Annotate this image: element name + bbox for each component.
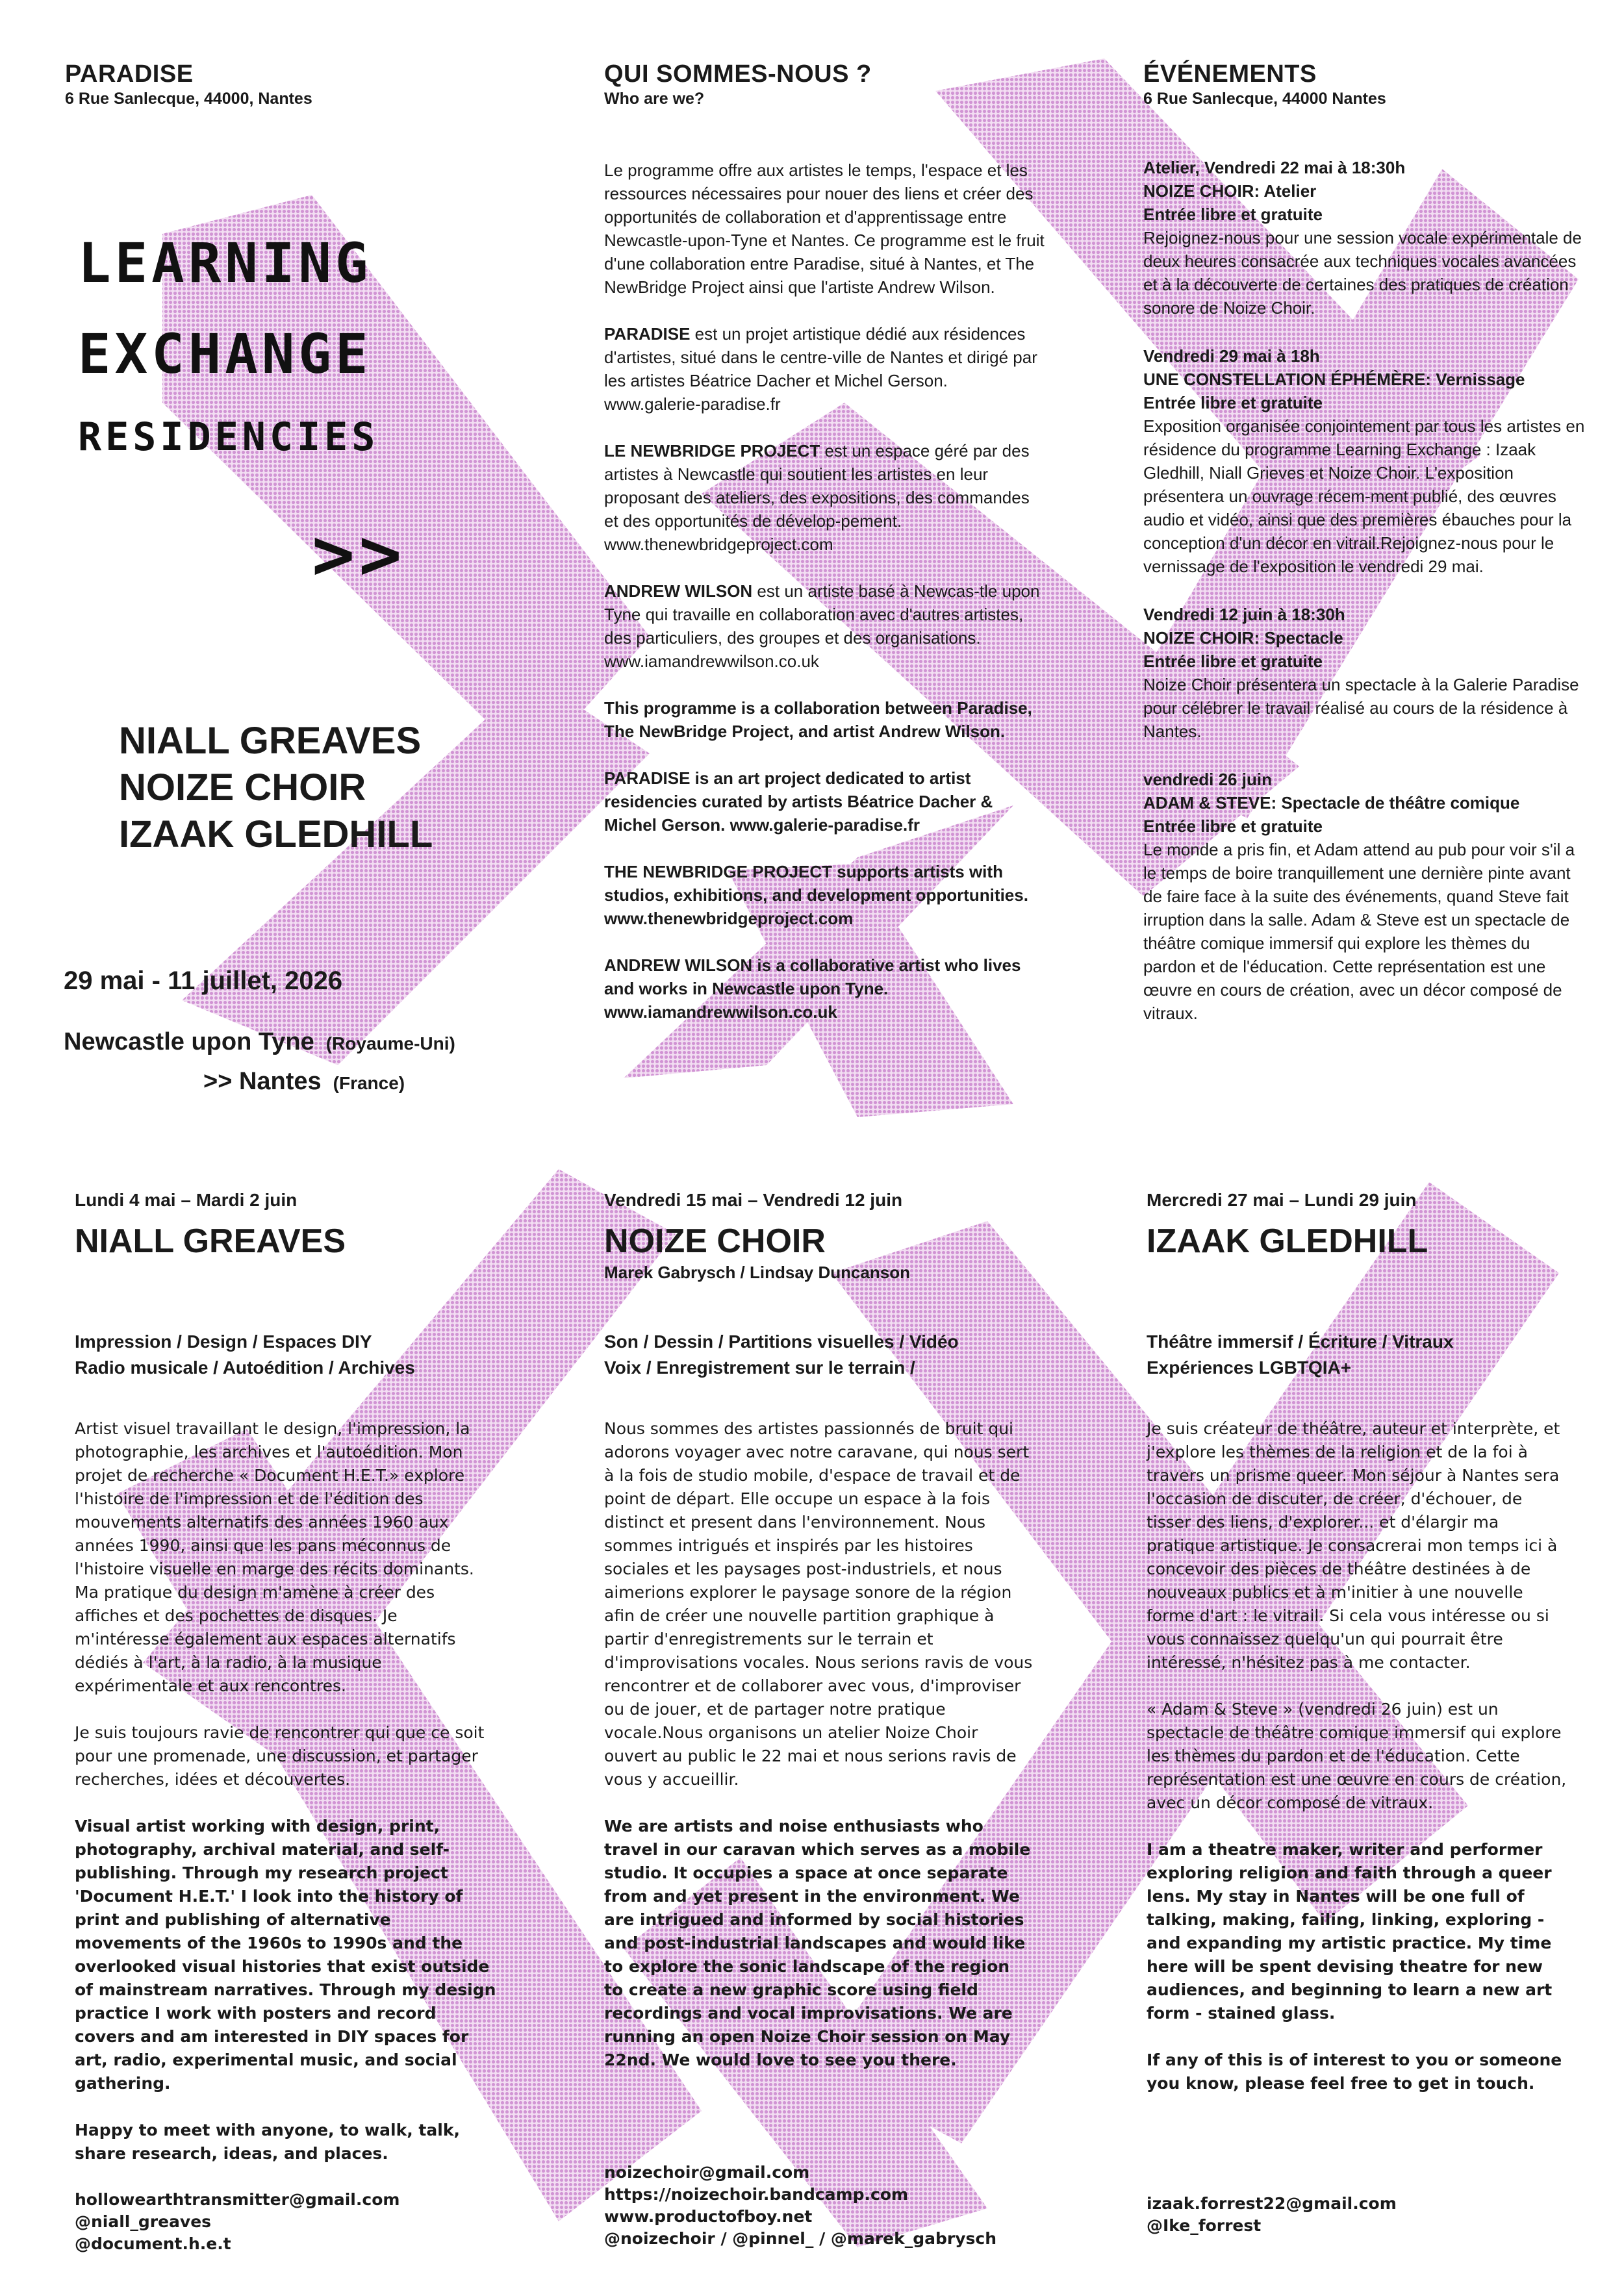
- about-title: QUI SOMMES-NOUS ?: [604, 60, 872, 88]
- artist-tag-line: Impression / Design / Espaces DIY: [75, 1331, 372, 1352]
- artist-column-izaak: [1147, 1189, 1569, 2237]
- logo-line-residencies: RESIDENCIES: [78, 414, 379, 460]
- events-list: [1143, 156, 1585, 1025]
- about-paragraph: [604, 696, 1046, 743]
- event-line: UNE CONSTELLATION ÉPHÉMÈRE: Vernissage: [1143, 370, 1525, 389]
- about-paragraph: [604, 860, 1046, 930]
- logo-arrow: >>: [312, 512, 406, 596]
- event-line: Entrée libre et gratuite: [1143, 651, 1323, 671]
- cities: [64, 1023, 557, 1102]
- artist-bio-paragraph: I am a theatre maker, writer and performer exploring religion and faith through a queer lens. My stay in Nantes will be one full of talking, making, failing, linking, exploring - and expanding my artistic practice. My time here will be spent devising theatre for new audiences, and beginning to learn a new art form - stained glass.: [1147, 1840, 1553, 2023]
- about-paragraphs: [604, 158, 1046, 1024]
- event-item: [1143, 344, 1585, 578]
- artist-tag-line: Son / Dessin / Partitions visuelles / Vidéo: [604, 1331, 959, 1352]
- artist-contact: hollowearthtransmitter@gmail.com: [75, 2190, 400, 2209]
- artist-contact: @document.h.e.t: [75, 2234, 231, 2253]
- about-paragraph: [604, 953, 1046, 1024]
- artist-names: [119, 718, 574, 858]
- artist-subtitle: Marek Gabrysch / Lindsay Duncanson: [604, 1263, 911, 1282]
- event-line: Entrée libre et gratuite: [1143, 205, 1323, 224]
- event-line: NOIZE CHOIR: Atelier: [1143, 181, 1317, 201]
- logo: [78, 227, 533, 596]
- artist-name: NIALL GREAVES: [75, 1222, 346, 1260]
- artist-tag-line: Voix / Enregistrement sur le terrain /: [604, 1357, 915, 1378]
- artist-name-3: IZAAK GLEDHILL: [119, 813, 433, 855]
- event-line: Exposition organisée conjointement par tous les artistes en résidence du programme Learning Exchange : Izaak Gledhill, Niall Grieves et Noize Choir. L'exposition présentera un ouvrage récem-ment publié, des œuvres audio et vidéo, ainsi que des premières ébauches pour la conception d'un décor en vitrail.Rejoignez-nous pour le vernissage de l'exposition le vendredi 29 mai.: [1143, 416, 1585, 576]
- about-subtitle: Who are we?: [604, 90, 705, 108]
- artist-column-niall: [75, 1189, 497, 2255]
- event-item: [1143, 603, 1585, 743]
- artist-dates: Mercredi 27 mai – Lundi 29 juin: [1147, 1190, 1417, 1210]
- event-line: NOIZE CHOIR: Spectacle: [1143, 628, 1343, 648]
- artist-name: NOIZE CHOIR: [604, 1222, 826, 1260]
- about-paragraph: [604, 579, 1046, 673]
- event-line: ADAM & STEVE: Spectacle de théâtre comique: [1143, 793, 1520, 813]
- artist-bio-paragraph: If any of this is of interest to you or someone you know, please feel free to get in touch.: [1147, 2050, 1562, 2093]
- logo-line-learning: LEARNING: [78, 231, 372, 295]
- artist-bio: [604, 1417, 1033, 2072]
- artist-contacts: [604, 2162, 1033, 2250]
- about-paragraph: [604, 158, 1046, 299]
- artist-name-1: NIALL GREAVES: [119, 720, 422, 762]
- about-paragraph: [604, 439, 1046, 556]
- artist-contacts: [75, 2189, 497, 2255]
- artist-contact: noizechoir@gmail.com: [604, 2163, 810, 2182]
- about-paragraph-text: THE NEWBRIDGE PROJECT supports artists with studios, exhibitions, and development opportunities. www.thenewbridgeproject.com: [604, 862, 1028, 928]
- artist-bio-paragraph: Artist visuel travaillant le design, l'impression, la photographie, les archives et l'autoédition. Mon projet de recherche « Document H.E.T.» explore l'histoire de l'impression et de l'édition des mouvements alternatifs des années 1960 aux années 1990, ainsi que les pans méconnus de l'histoire visuelle en marge des récits dominants. Ma pratique du design m'amène à créer des affiches et des pochettes de disques. Je m'intéresse également aux espaces alternatifs dédiés à l'art, à la radio, à la musique expérimentale et aux rencontres.: [75, 1419, 474, 1695]
- artist-contact: @noizechoir / @pinnel_ / @marek_gabrysch: [604, 2229, 997, 2248]
- about-paragraph-text: ANDREW WILSON is a collaborative artist who lives and works in Newcastle upon Tyne. www.iamandrewwilson.co.uk: [604, 955, 1021, 1022]
- artist-bio: [75, 1417, 497, 2165]
- artist-bio: [1147, 1417, 1569, 2095]
- artist-contact: https://noizechoir.bandcamp.com: [604, 2185, 909, 2204]
- event-line: Vendredi 12 juin à 18:30h: [1143, 605, 1345, 624]
- city-nantes: >> Nantes (France): [203, 1068, 405, 1095]
- artist-contact: @Ike_forrest: [1147, 2216, 1262, 2235]
- about-section: [604, 60, 1046, 1047]
- event-line: Atelier, Vendredi 22 mai à 18:30h: [1143, 158, 1406, 177]
- about-paragraph-text: est un projet artistique dédié aux résidences d'artistes, situé dans le centre-ville de Nantes et dirigé par les artistes Béatrice Dacher et Michel Gerson. www.galerie-paradise.fr: [604, 324, 1037, 414]
- event-line: vendredi 26 juin: [1143, 770, 1272, 789]
- artist-name: IZAAK GLEDHILL: [1147, 1222, 1428, 1260]
- event-line: Entrée libre et gratuite: [1143, 816, 1323, 836]
- about-paragraph-text: est un espace géré par des artistes à Newcastle qui soutient les artistes en leur proposant des ateliers, des expositions, des commandes et des opportunités de dévelop-pement. www.thenewbridgeproject.com: [604, 441, 1030, 554]
- about-paragraph-lead: ANDREW WILSON: [604, 581, 753, 601]
- paradise-title: PARADISE: [65, 60, 194, 88]
- city-newcastle: Newcastle upon Tyne (Royaume-Uni): [64, 1028, 455, 1055]
- events-address: 6 Rue Sanlecque, 44000 Nantes: [1143, 90, 1386, 108]
- artist-bio-paragraph: Je suis toujours ravie de rencontrer qui que ce soit pour une promenade, une discussion, et partager recherches, idées et découvertes.: [75, 1723, 485, 1789]
- artist-tags: [1147, 1329, 1569, 1381]
- paradise-address: 6 Rue Sanlecque, 44000, Nantes: [65, 90, 312, 108]
- artist-tag-line: Radio musicale / Autoédition / Archives: [75, 1357, 415, 1378]
- residency-dates: 29 mai - 11 juillet, 2026: [64, 966, 343, 995]
- artist-contacts: [1147, 2193, 1569, 2237]
- about-paragraph-lead: LE NEWBRIDGE PROJECT: [604, 441, 820, 460]
- artist-contact: @niall_greaves: [75, 2212, 212, 2231]
- artist-name-2: NOIZE CHOIR: [119, 766, 366, 809]
- event-line: Entrée libre et gratuite: [1143, 393, 1323, 412]
- about-paragraph-lead: PARADISE: [604, 324, 691, 344]
- event-item: [1143, 768, 1585, 1025]
- about-paragraph: [604, 766, 1046, 837]
- about-paragraph-text: est un artiste basé à Newcas-tle upon Tyne qui travaille en collaboration avec d'autres artistes, des particuliers, des groupes et des organisations. www.iamandrewwilson.co.uk: [604, 581, 1040, 671]
- event-item: [1143, 156, 1585, 320]
- event-line: Le monde a pris fin, et Adam attend au pub pour voir s'il a le temps de boire tranquillement une dernière pinte avant de faire face à la suite des événements, quand Steve fait irruption dans la salle. Adam & Steve est un spectacle de théâtre comique immersif qui explore les thèmes du pardon et de l'éducation. Cette représentation est une œuvre en cours de création, avec un décor composé de vitraux.: [1143, 840, 1575, 1023]
- artist-bio-paragraph: We are artists and noise enthusiasts who travel in our caravan which serves as a mobile studio. It occupies a space at once separate from and yet present in the environment. We are intrigued and informed by social histories and post-industrial landscapes and would like to explore the sonic landscape of the region to create a new graphic score using field recordings and vocal improvisations. We are running an open Noize Choir session on May 22nd. We would love to see you there.: [604, 1817, 1031, 2069]
- artist-dates: Vendredi 15 mai – Vendredi 12 juin: [604, 1190, 903, 1210]
- event-line: Rejoignez-nous pour une session vocale expérimentale de deux heures consacrée aux techniques vocales avancées et à la découverte de certaines des pratiques de création sonore de Noize Choir.: [1143, 228, 1582, 318]
- artist-subtitle: [75, 1261, 497, 1283]
- artist-contact: izaak.forrest22@gmail.com: [1147, 2194, 1397, 2213]
- artist-bio-paragraph: Nous sommes des artistes passionnés de bruit qui adorons voyager avec notre caravane, qui nous sert à la fois de studio mobile, d'espace de travail et de point de départ. Elle occupe un espace à la fois distinct et present dans l'environnement. Nous sommes intrigués et inspirés par les histoires sociales et les paysages post-industriels, et nous aimerions explorer le paysage sonore de la région afin de créer une nouvelle partition graphique à partir d'enregistrements sur le terrain et d'improvisations vocales. Nous serions ravis de vous rencontrer et de collaborer avec vous, d'improviser ou de jouer, et de partager notre pratique vocale.Nous organisons un atelier Noize Choir ouvert au public le 22 mai et nous serions ravis de vous y accueillir.: [604, 1419, 1033, 1789]
- artist-contact: www.productofboy.net: [604, 2207, 813, 2226]
- about-paragraph-text: This programme is a collaboration between Paradise, The NewBridge Project, and artist Andrew Wilson.: [604, 698, 1032, 741]
- logo-line-exchange: EXCHANGE: [78, 322, 372, 386]
- artist-bio-paragraph: Je suis créateur de théâtre, auteur et interprète, et j'explore les thèmes de la religion et de la foi à travers un prisme queer. Mon séjour à Nantes sera l'occasion de discuter, de créer, d'échouer, de tisser des liens, d'explorer... et d'élargir ma pratique artistique. Je consacrerai mon temps ici à concevoir des pièces de théâtre destinées à de nouveaux publics et à m'initier à une nouvelle forme d'art : le vitrail. Si cela vous intéresse ou si vous connaissez quelqu'un qui pourrait être intéressé, n'hésitez pas à me contacter.: [1147, 1419, 1560, 1672]
- artist-subtitle: [1147, 1261, 1569, 1283]
- events-title: ÉVÉNEMENTS: [1143, 60, 1317, 88]
- about-paragraph: [604, 322, 1046, 416]
- event-line: Noize Choir présentera un spectacle à la Galerie Paradise pour célébrer le travail réalisé au cours de la résidence à Nantes.: [1143, 675, 1579, 741]
- paradise-header: [65, 60, 520, 109]
- artist-bio-paragraph: Happy to meet with anyone, to walk, talk, share research, ideas, and places.: [75, 2121, 460, 2163]
- about-paragraph-text: Le programme offre aux artistes le temps, l'espace et les ressources nécessaires pour nouer des liens et créer des opportunités de collaboration et d'apprentissage entre Newcastle-upon-Tyne et Nantes. Ce programme est le fruit d'une collaboration entre Paradise, situé à Nantes, et The NewBridge Project ainsi que l'artiste Andrew Wilson.: [604, 160, 1045, 297]
- artist-bio-paragraph: « Adam & Steve » (vendredi 26 juin) est un spectacle de théâtre comique immersif qui explore les thèmes du pardon et de l'éducation. Cette représentation est une œuvre en cours de création, avec un décor composé de vitraux.: [1147, 1700, 1567, 1812]
- artist-tags: [75, 1329, 497, 1381]
- about-paragraph-text: PARADISE is an art project dedicated to artist residencies curated by artists Béatrice Dacher & Michel Gerson. www.galerie-paradise.fr: [604, 768, 993, 835]
- artist-tag-line: Théâtre immersif / Écriture / Vitraux: [1147, 1331, 1454, 1352]
- artist-bio-paragraph: Visual artist working with design, print, photography, archival material, and self-publishing. Through my research project 'Document H.E.T.' I look into the history of print and publishing of alternative movements of the 1960s to 1990s and the overlooked visual histories that exist outside of mainstream narratives. Through my design practice I work with posters and record covers and am interested in DIY spaces for art, radio, experimental music, and social gathering.: [75, 1817, 496, 2093]
- artist-tag-line: Expériences LGBTQIA+: [1147, 1357, 1352, 1378]
- artist-tags: [604, 1329, 1033, 1381]
- artist-column-noize: [604, 1189, 1033, 2250]
- events-section: [1143, 60, 1585, 1050]
- event-line: Vendredi 29 mai à 18h: [1143, 346, 1320, 366]
- artist-dates: Lundi 4 mai – Mardi 2 juin: [75, 1190, 298, 1210]
